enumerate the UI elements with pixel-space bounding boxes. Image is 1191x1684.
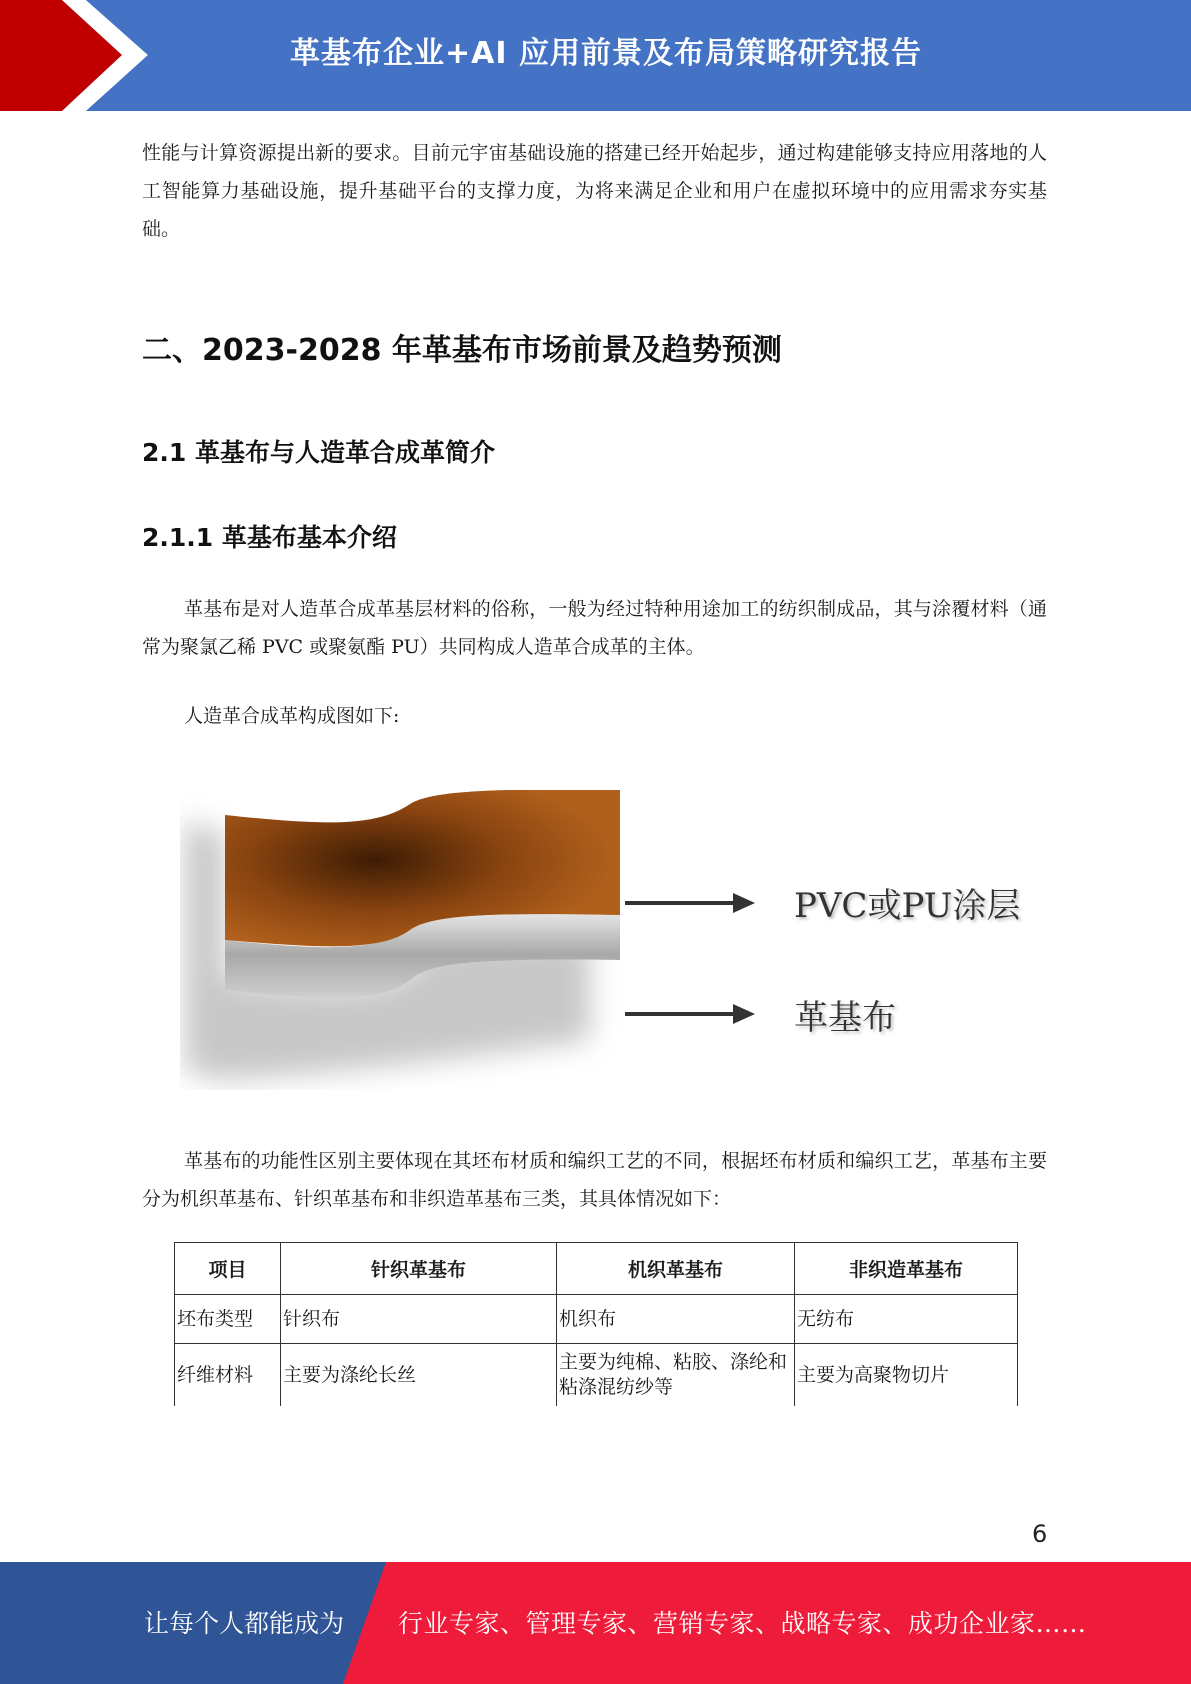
table-cell: 针织布 [281, 1295, 557, 1344]
table-header-row [175, 1243, 1018, 1295]
table-header-cell: 非织造革基布 [795, 1243, 1018, 1295]
table-cell: 坯布类型 [175, 1295, 281, 1344]
table-row [175, 1295, 1018, 1344]
table-cell: 无纺布 [795, 1295, 1018, 1344]
composition-illustration [180, 790, 1030, 1090]
subsection-heading: 2.1 革基布与人造革合成革简介 [142, 438, 495, 467]
table-cell: 主要为高聚物切片 [795, 1344, 1018, 1407]
leather-composition-figure [180, 790, 1030, 1090]
paragraph-continued: 性能与计算资源提出新的要求。目前元宇宙基础设施的搭建已经开始起步，通过构建能够支持应用落地的人工智能算力基础设施，提升基础平台的支撑力度，为将来满足企业和用户在虚拟环境中的应用需求夯实基础。 [142, 142, 1047, 240]
paragraph-types: 革基布的功能性区别主要体现在其坯布材质和编织工艺的不同，根据坯布材质和编织工艺，革基布主要分为机织革基布、针织革基布和非织造革基布三类，其具体情况如下： [142, 1150, 1047, 1210]
table-header-cell: 项目 [175, 1243, 281, 1295]
section-heading: 二、2023-2028 年革基布市场前景及趋势预测 [142, 333, 782, 368]
table-row [175, 1344, 1018, 1407]
subsubsection-heading: 2.1.1 革基布基本介绍 [142, 523, 397, 552]
page-footer [0, 1562, 1191, 1684]
table-cell: 纤维材料 [175, 1344, 281, 1407]
footer-slogan-left: 让每个人都能成为 [144, 1609, 345, 1638]
table-header-cell: 机织革基布 [557, 1243, 795, 1295]
paragraph-intro: 革基布是对人造革合成革基层材料的俗称，一般为经过特种用途加工的纺织制成品，其与涂覆材料（通常为聚氯乙稀 PVC 或聚氨酯 PU）共同构成人造革合成革的主体。 [142, 598, 1047, 658]
page-header [0, 0, 1191, 111]
footer-slogan-right: 行业专家、管理专家、营销专家、战略专家、成功企业家…… [398, 1609, 1087, 1638]
page-number: 6 [1032, 1520, 1048, 1548]
table-header-cell: 针织革基布 [281, 1243, 557, 1295]
label-base-fabric: 革基布 [794, 998, 896, 1038]
table-cell: 机织布 [557, 1295, 795, 1344]
label-coating: PVC或PU涂层 [794, 886, 1021, 926]
table-cell: 主要为纯棉、粘胶、涤纶和粘涤混纺纱等 [557, 1344, 795, 1407]
paragraph-figure-intro: 人造革合成革构成图如下: [184, 705, 400, 727]
base-fabric-comparison-table [174, 1242, 1018, 1406]
table-cell: 主要为涤纶长丝 [281, 1344, 557, 1407]
header-title: 革基布企业+AI 应用前景及布局策略研究报告 [290, 36, 922, 71]
